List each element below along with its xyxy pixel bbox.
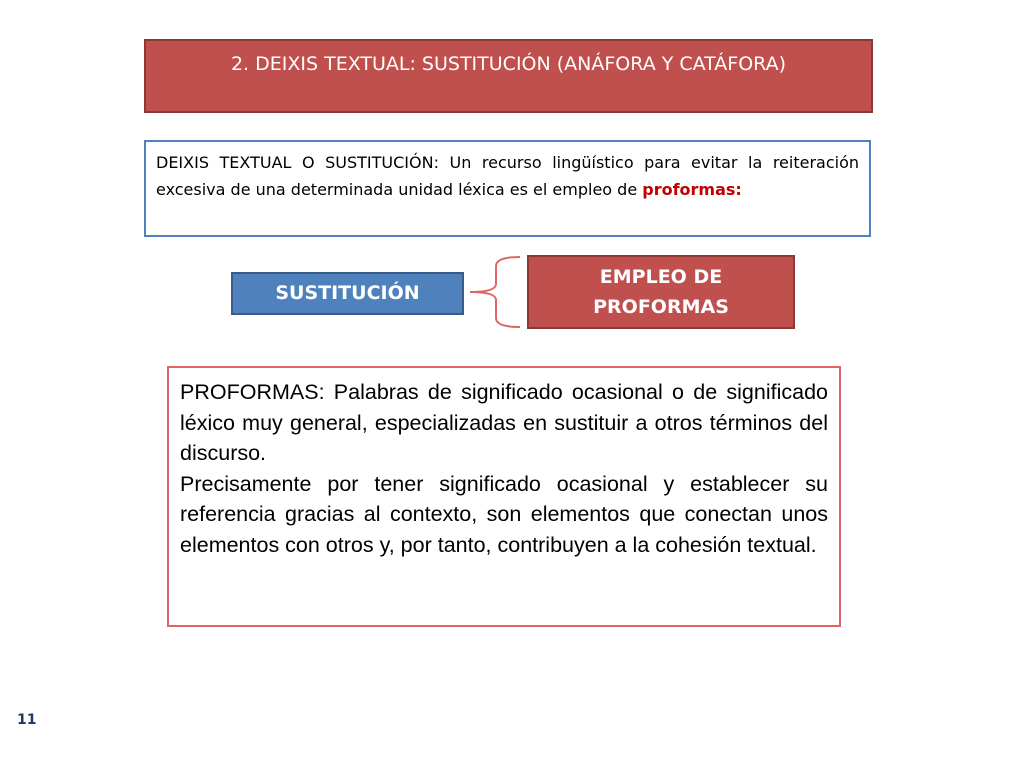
proformas-paragraph-1: PROFORMAS: Palabras de significado ocasional o de significado léxico muy general, especializadas en sustituir a otros términos del discurso. [180, 380, 828, 465]
sustitucion-box: SUSTITUCIÓN [231, 272, 464, 315]
empleo-proformas-box: EMPLEO DE PROFORMAS [527, 255, 795, 329]
definition-highlight: proformas: [642, 180, 742, 199]
slide-number: 11 [17, 712, 37, 728]
proformas-paragraph-2: Precisamente por tener significado ocasional y establecer su referencia gracias al contexto, son elementos que conectan unos elementos con otros y, por tanto, contribuyen a la cohesión textual. [180, 471, 828, 557]
brace-connector-icon [466, 254, 528, 330]
definition-box [144, 140, 871, 237]
slide-title: 2. DEIXIS TEXTUAL: SUSTITUCIÓN (ANÁFORA Y CATÁFORA) [144, 39, 873, 113]
definition-text: DEIXIS TEXTUAL O SUSTITUCIÓN: Un recurso lingüístico para evitar la reiteración excesiva de una determinada unidad léxica es el empleo de [156, 153, 859, 199]
proformas-box [167, 366, 841, 627]
